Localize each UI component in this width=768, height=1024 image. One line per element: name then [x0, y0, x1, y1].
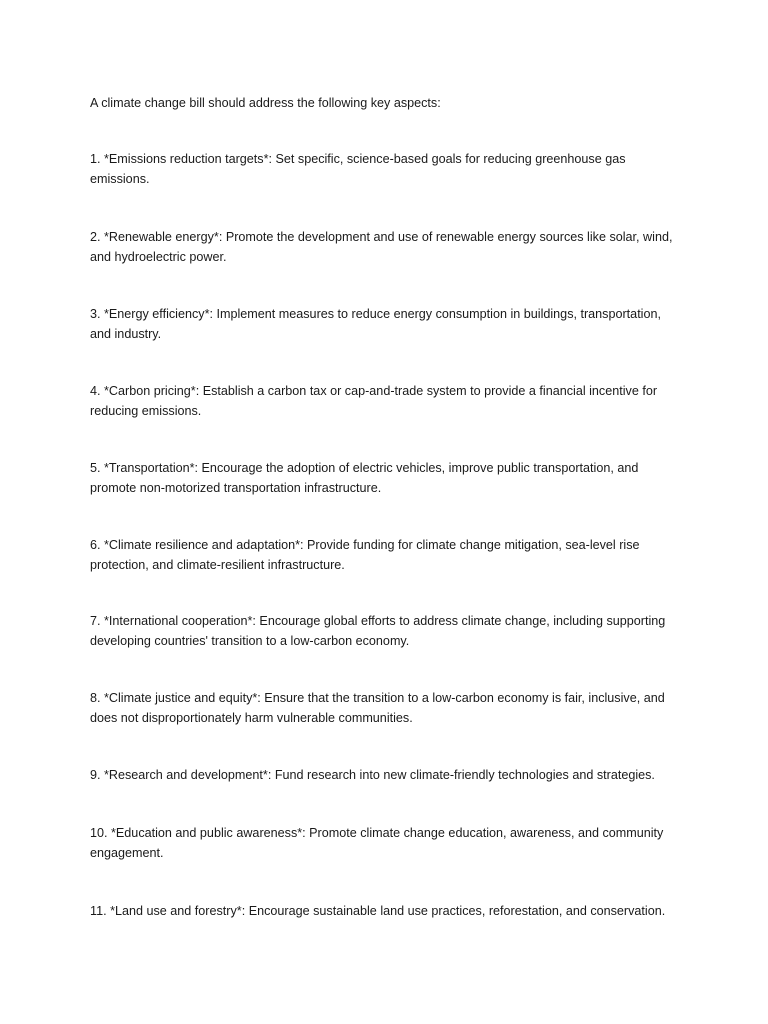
intro-paragraph: A climate change bill should address the following key aspects: [90, 96, 441, 110]
list-item: 1. *Emissions reduction targets*: Set specific, science-based goals for reducing greenhouse gas emissions. [90, 152, 626, 186]
list-item: 9. *Research and development*: Fund research into new climate-friendly technologies and strategies. [90, 768, 655, 782]
list-item: 4. *Carbon pricing*: Establish a carbon tax or cap-and-trade system to provide a financial incentive for reducing emissions. [90, 384, 658, 418]
list-item: 8. *Climate justice and equity*: Ensure that the transition to a low-carbon economy is fair, inclusive, and does not disproportionately harm vulnerable communities. [90, 691, 665, 725]
list-item: 3. *Energy efficiency*: Implement measures to reduce energy consumption in buildings, transportation, and industry. [90, 307, 661, 341]
list-item: 11. *Land use and forestry*: Encourage sustainable land use practices, reforestation, and conservation. [90, 904, 666, 918]
document-body [90, 94, 682, 918]
list-item: 10. *Education and public awareness*: Promote climate change education, awareness, and community engagement. [90, 826, 664, 860]
list-item: 2. *Renewable energy*: Promote the development and use of renewable energy sources like solar, wind, and hydroelectric power. [90, 230, 673, 264]
list-item: 7. *International cooperation*: Encourage global efforts to address climate change, including supporting developing countries' transition to a low-carbon economy. [90, 614, 666, 648]
list-item: 6. *Climate resilience and adaptation*: Provide funding for climate change mitigation, sea-level rise protection, and climate-resilient infrastructure. [90, 538, 640, 572]
list-item: 5. *Transportation*: Encourage the adoption of electric vehicles, improve public transportation, and promote non-motorized transportation infrastructure. [90, 461, 639, 495]
